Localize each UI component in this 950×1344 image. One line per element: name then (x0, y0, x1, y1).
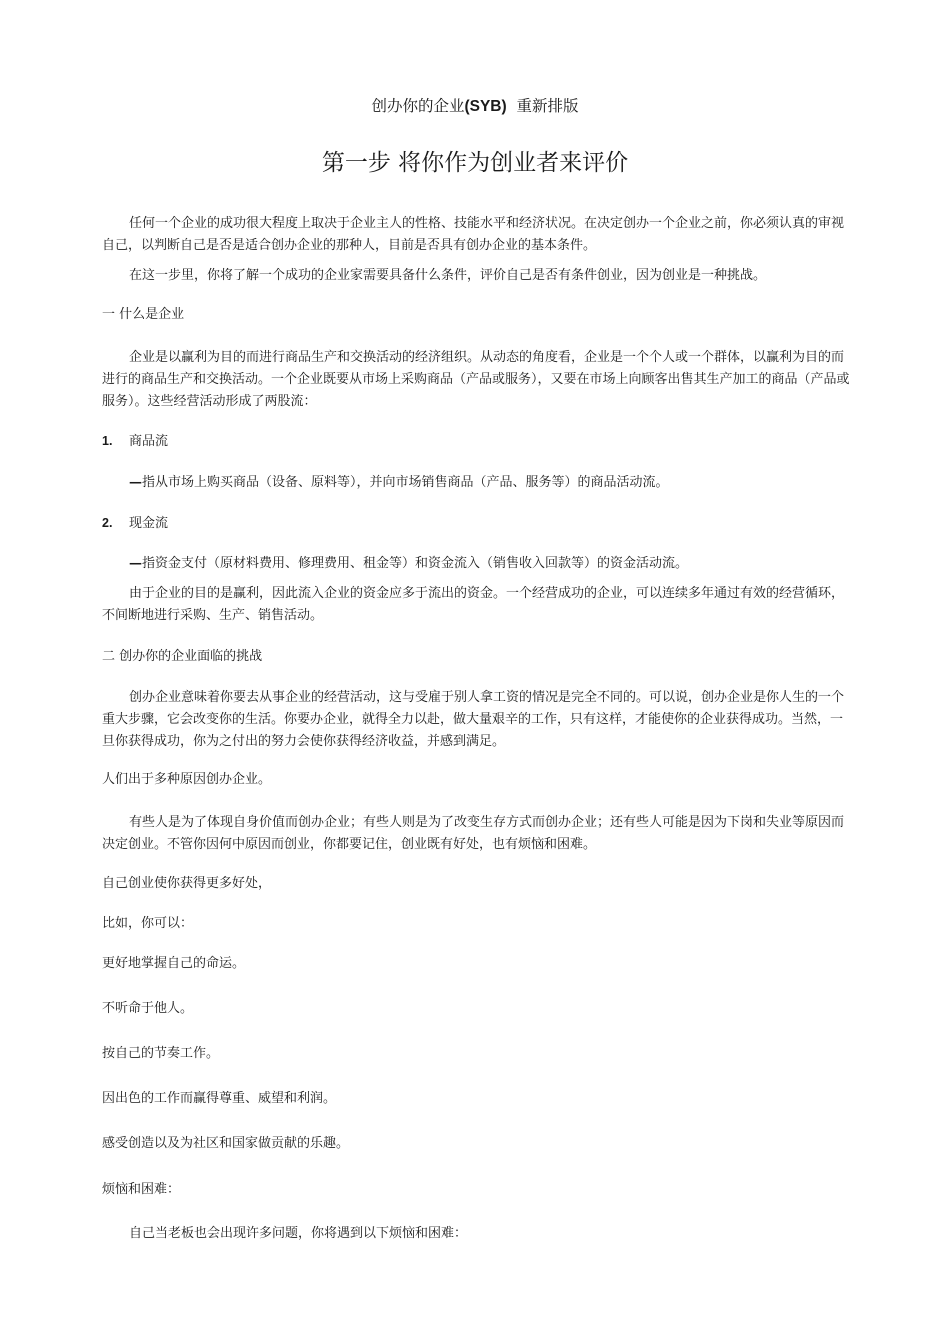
section1-paragraph-2: 由于企业的目的是赢利，因此流入企业的资金应多于流出的资金。一个经营成功的企业，可以连续多年通过有效的经营循环，不间断地进行采购、生产、销售活动。 (102, 586, 845, 623)
document-title (0, 94, 950, 119)
title-prefix: 创办你的企业 (371, 97, 465, 115)
reasons-intro: 人们出于多种原因创办企业。 (102, 772, 272, 787)
dash-mark: — (129, 556, 142, 571)
benefit-item: 更好地掌握自己的命运。 (102, 956, 246, 971)
list-label: 商品流 (129, 434, 169, 449)
list-item-commodity-flow (102, 430, 854, 453)
benefit-item: 不听命于他人。 (102, 1001, 194, 1016)
section2-title: 二 创办你的企业面临的挑战 (102, 649, 263, 664)
troubles-paragraph: 自己当老板也会出现许多问题，你将遇到以下烦恼和困难： (129, 1226, 468, 1241)
benefits-lead: 比如，你可以： (102, 916, 194, 931)
benefit-item: 按自己的节奏工作。 (102, 1046, 220, 1061)
benefits-intro: 自己创业使你获得更多好处， (102, 876, 272, 891)
reasons-paragraph: 有些人是为了体现自身价值而创办企业；有些人则是为了改变生存方式而创办企业；还有些人可能是因为下岗和失业等原因而决定创业。不管你因何中原因而创业，你都要记住，创业既有好处，也有烦恼和困难。 (102, 815, 845, 852)
list-label: 现金流 (129, 516, 169, 531)
dash-mark: — (129, 475, 142, 490)
intro-paragraph-1: 任何一个企业的成功很大程度上取决于企业主人的性格、技能水平和经济状况。在决定创办一个企业之前，你必须认真的审视自己，以判断自己是否是适合创办企业的那种人，目前是否具有创办企业的基本条件。 (102, 216, 845, 253)
section1-paragraph-1: 企业是以赢利为目的而进行商品生产和交换活动的经济组织。从动态的角度看，企业是一个个人或一个群体，以赢利为目的而进行的商品生产和交换活动。一个企业既要从市场上采购商品（产品或服务），又要在市场上向顾客出售其生产加工的商品（产品或服务）。这些经营活动形成了两股流： (102, 350, 850, 409)
title-suffix: 重新排版 (516, 97, 579, 115)
section2-paragraph-1: 创办企业意味着你要去从事企业的经营活动，这与受雇于别人拿工资的情况是完全不同的。可以说，创办企业是你人生的一个重大步骤，它会改变你的生活。你要办企业，就得全力以赴，做大量艰辛的工作，只有这样，才能使你的企业获得成功。当然，一旦你获得成功，你为之付出的努力会使你获得经济收益，并感到满足。 (102, 690, 845, 749)
commodity-flow-description (102, 472, 854, 494)
cash-flow-description (102, 553, 854, 575)
description-text: 指从市场上购买商品（设备、原料等），并向市场销售商品（产品、服务等）的商品活动流。 (142, 475, 669, 490)
chapter-heading: 第一步 将你作为创业者来评价 (321, 150, 629, 176)
list-item-cash-flow (102, 512, 854, 535)
title-bold: (SYB) (464, 98, 507, 115)
description-text: 指资金支付（原材料费用、修理费用、租金等）和资金流入（销售收入回款等）的资金活动流。 (142, 556, 689, 571)
troubles-title: 烦恼和困难： (102, 1182, 181, 1197)
intro-paragraph-2: 在这一步里，你将了解一个成功的企业家需要具备什么条件，评价自己是否有条件创业，因为创业是一种挑战。 (129, 268, 767, 283)
list-number: 1. (102, 434, 113, 448)
benefit-item: 因出色的工作而赢得尊重、威望和利润。 (102, 1091, 337, 1106)
section1-title: 一 什么是企业 (102, 307, 185, 322)
list-number: 2. (102, 516, 113, 530)
benefit-item: 感受创造以及为社区和国家做贡献的乐趣。 (102, 1136, 350, 1151)
